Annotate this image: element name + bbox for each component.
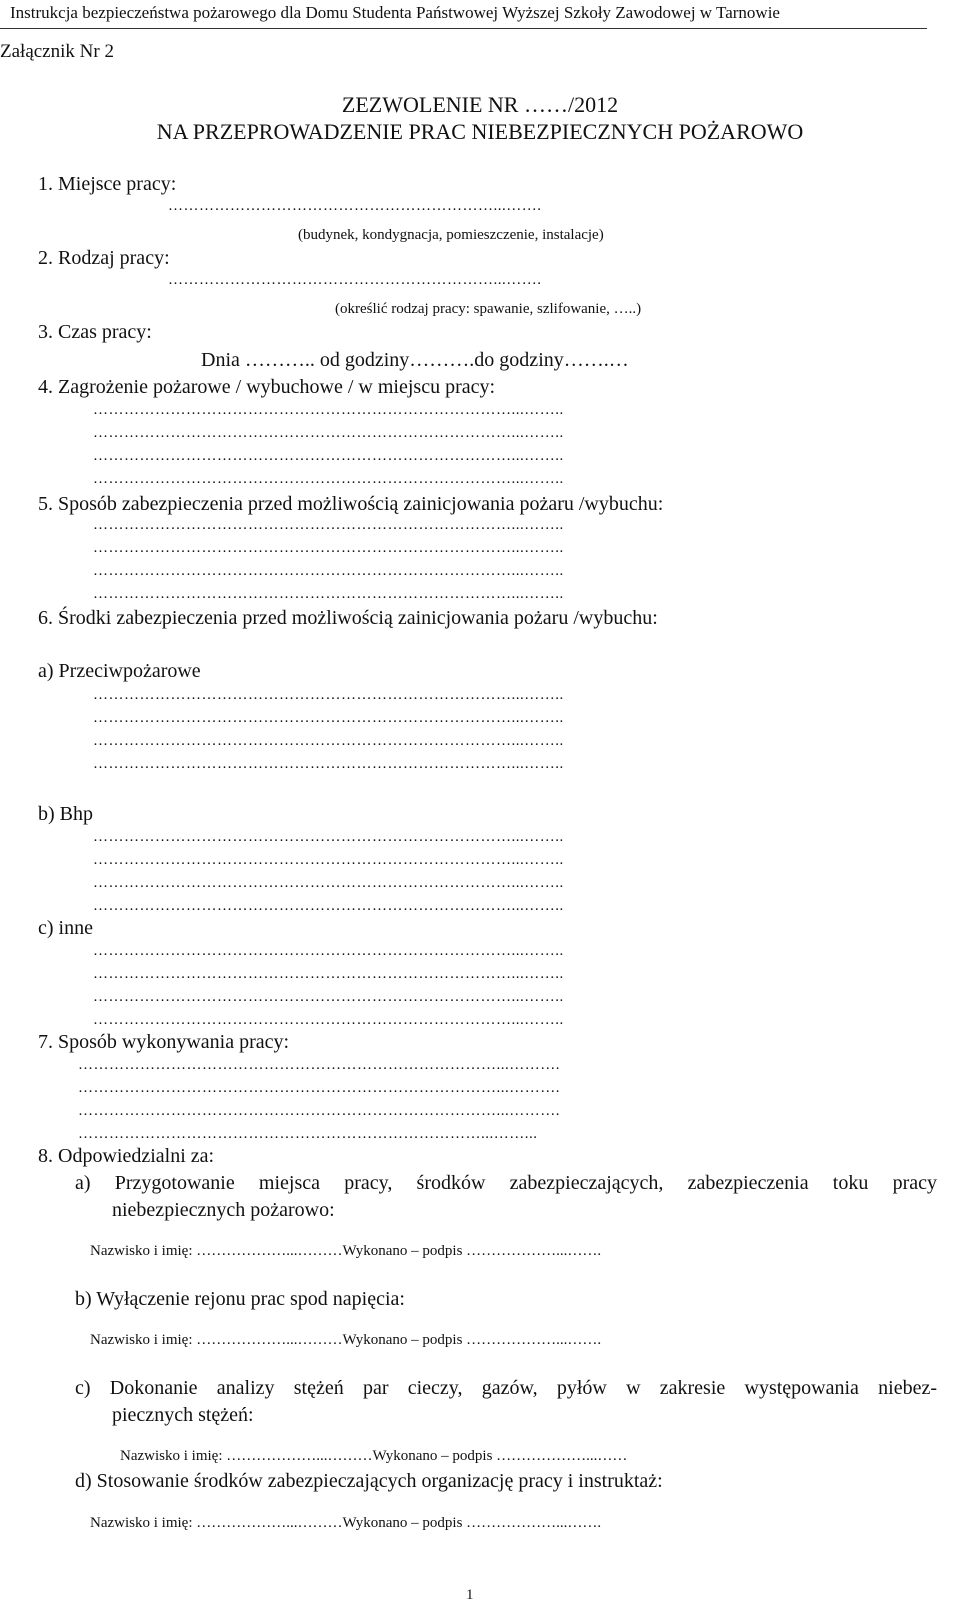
section-7-fill-line[interactable]: ………………………………………………………………………...………. [78, 1104, 560, 1119]
section-6b-label: b) Bhp [38, 803, 93, 825]
section-6-label: 6. Środki zabezpieczenia przed możliwością zainicjowania pożaru /wybuchu: [38, 607, 658, 629]
signature-line-8b[interactable]: Nazwisko i imię: ………………...………Wykonano – podpis ………………...……. [90, 1332, 602, 1348]
section-2-fill-line[interactable]: ………………………………………………………...……. [168, 273, 542, 288]
section-6c-fill-line[interactable]: ………………………………………………………………………...…….. [93, 990, 564, 1005]
section-6b-fill-line[interactable]: ………………………………………………………………………...…….. [93, 876, 564, 891]
attachment-label: Załącznik Nr 2 [0, 41, 114, 62]
section-6a-label: a) Przeciwpożarowe [38, 660, 201, 682]
section-7-label: 7. Sposób wykonywania pracy: [38, 1031, 290, 1053]
section-1-hint: (budynek, kondygnacja, pomieszczenie, instalacje) [298, 227, 604, 243]
section-7-fill-line[interactable]: ………………………………………………………………………...………. [78, 1081, 560, 1096]
section-8d-text: d) Stosowanie środków zabezpieczających organizację pracy i instruktaż: [75, 1470, 663, 1492]
section-5-fill-line[interactable]: ………………………………………………………………………...…….. [93, 564, 564, 579]
section-4-label: 4. Zagrożenie pożarowe / wybuchowe / w miejscu pracy: [38, 376, 496, 398]
section-3-time-line[interactable]: Dnia ……….. od godziny……….do godziny…….… [201, 349, 629, 371]
section-6b-fill-line[interactable]: ………………………………………………………………………...…….. [93, 899, 564, 914]
signature-line-8a[interactable]: Nazwisko i imię: ………………...………Wykonano – podpis ………………...……. [90, 1243, 602, 1259]
section-4-fill-line[interactable]: ………………………………………………………………………...…….. [93, 472, 564, 487]
section-6a-fill-line[interactable]: ………………………………………………………………………...…….. [93, 734, 564, 749]
signature-line-8c[interactable]: Nazwisko i imię: ………………...………Wykonano – podpis ………………...…… [120, 1448, 628, 1464]
section-8c-text-line1: c) Dokonanie analizy stężeń par cieczy, gazów, pyłów w zakresie występowania niebez- [75, 1377, 937, 1399]
section-5-label: 5. Sposób zabezpieczenia przed możliwością zainicjowania pożaru /wybuchu: [38, 493, 664, 515]
section-6b-fill-line[interactable]: ………………………………………………………………………...…….. [93, 830, 564, 845]
document-title-line1: ZEZWOLENIE NR ……/2012 [341, 92, 619, 117]
section-3-label: 3. Czas pracy: [38, 321, 152, 343]
section-2-label: 2. Rodzaj pracy: [38, 247, 170, 269]
section-8a-text-line2: niebezpiecznych pożarowo: [112, 1199, 335, 1221]
section-6c-fill-line[interactable]: ………………………………………………………………………...…….. [93, 967, 564, 982]
section-8b-text: b) Wyłączenie rejonu prac spod napięcia: [75, 1288, 405, 1310]
section-7-fill-line[interactable]: ………………………………………………………………………...………. [78, 1058, 560, 1073]
section-2-hint: (określić rodzaj pracy: spawanie, szlifowanie, …..) [335, 301, 642, 317]
section-6c-fill-line[interactable]: ………………………………………………………………………...…….. [93, 944, 564, 959]
section-8a-text-line1: a) Przygotowanie miejsca pracy, środków zabezpieczających, zabezpieczenia toku pracy [75, 1172, 937, 1194]
section-5-fill-line[interactable]: ………………………………………………………………………...…….. [93, 587, 564, 602]
signature-line-8d[interactable]: Nazwisko i imię: ………………...………Wykonano – podpis ………………...……. [90, 1515, 602, 1531]
section-6c-label: c) inne [38, 917, 93, 939]
section-4-fill-line[interactable]: ………………………………………………………………………...…….. [93, 426, 564, 441]
section-4-fill-line[interactable]: ………………………………………………………………………...…….. [93, 403, 564, 418]
page-number: 1 [466, 1587, 474, 1603]
section-6c-fill-line[interactable]: ………………………………………………………………………...…….. [93, 1013, 564, 1028]
section-6b-fill-line[interactable]: ………………………………………………………………………...…….. [93, 853, 564, 868]
section-6a-fill-line[interactable]: ………………………………………………………………………...…….. [93, 757, 564, 772]
section-6a-fill-line[interactable]: ………………………………………………………………………...…….. [93, 688, 564, 703]
section-6a-fill-line[interactable]: ………………………………………………………………………...…….. [93, 711, 564, 726]
section-8c-text-line2: piecznych stężeń: [112, 1404, 254, 1426]
running-header [0, 2, 927, 30]
section-4-fill-line[interactable]: ………………………………………………………………………...…….. [93, 449, 564, 464]
section-7-fill-line[interactable]: ……………………………………………………………………...……... [78, 1127, 538, 1142]
section-5-fill-line[interactable]: ………………………………………………………………………...…….. [93, 541, 564, 556]
section-5-fill-line[interactable]: ………………………………………………………………………...…….. [93, 518, 564, 533]
section-8-label: 8. Odpowiedzialni za: [38, 1145, 215, 1167]
section-1-label: 1. Miejsce pracy: [38, 173, 177, 195]
header-rule [0, 28, 927, 29]
running-header-text: Instrukcja bezpieczeństwa pożarowego dla Domu Studenta Państwowej Wyższej Szkoły Zawodowej w Tarnowie [10, 3, 780, 22]
section-1-fill-line[interactable]: ………………………………………………………...……. [168, 199, 542, 214]
document-title-line2: NA PRZEPROWADZENIE PRAC NIEBEZPIECZNYCH POŻAROWO [156, 119, 804, 144]
